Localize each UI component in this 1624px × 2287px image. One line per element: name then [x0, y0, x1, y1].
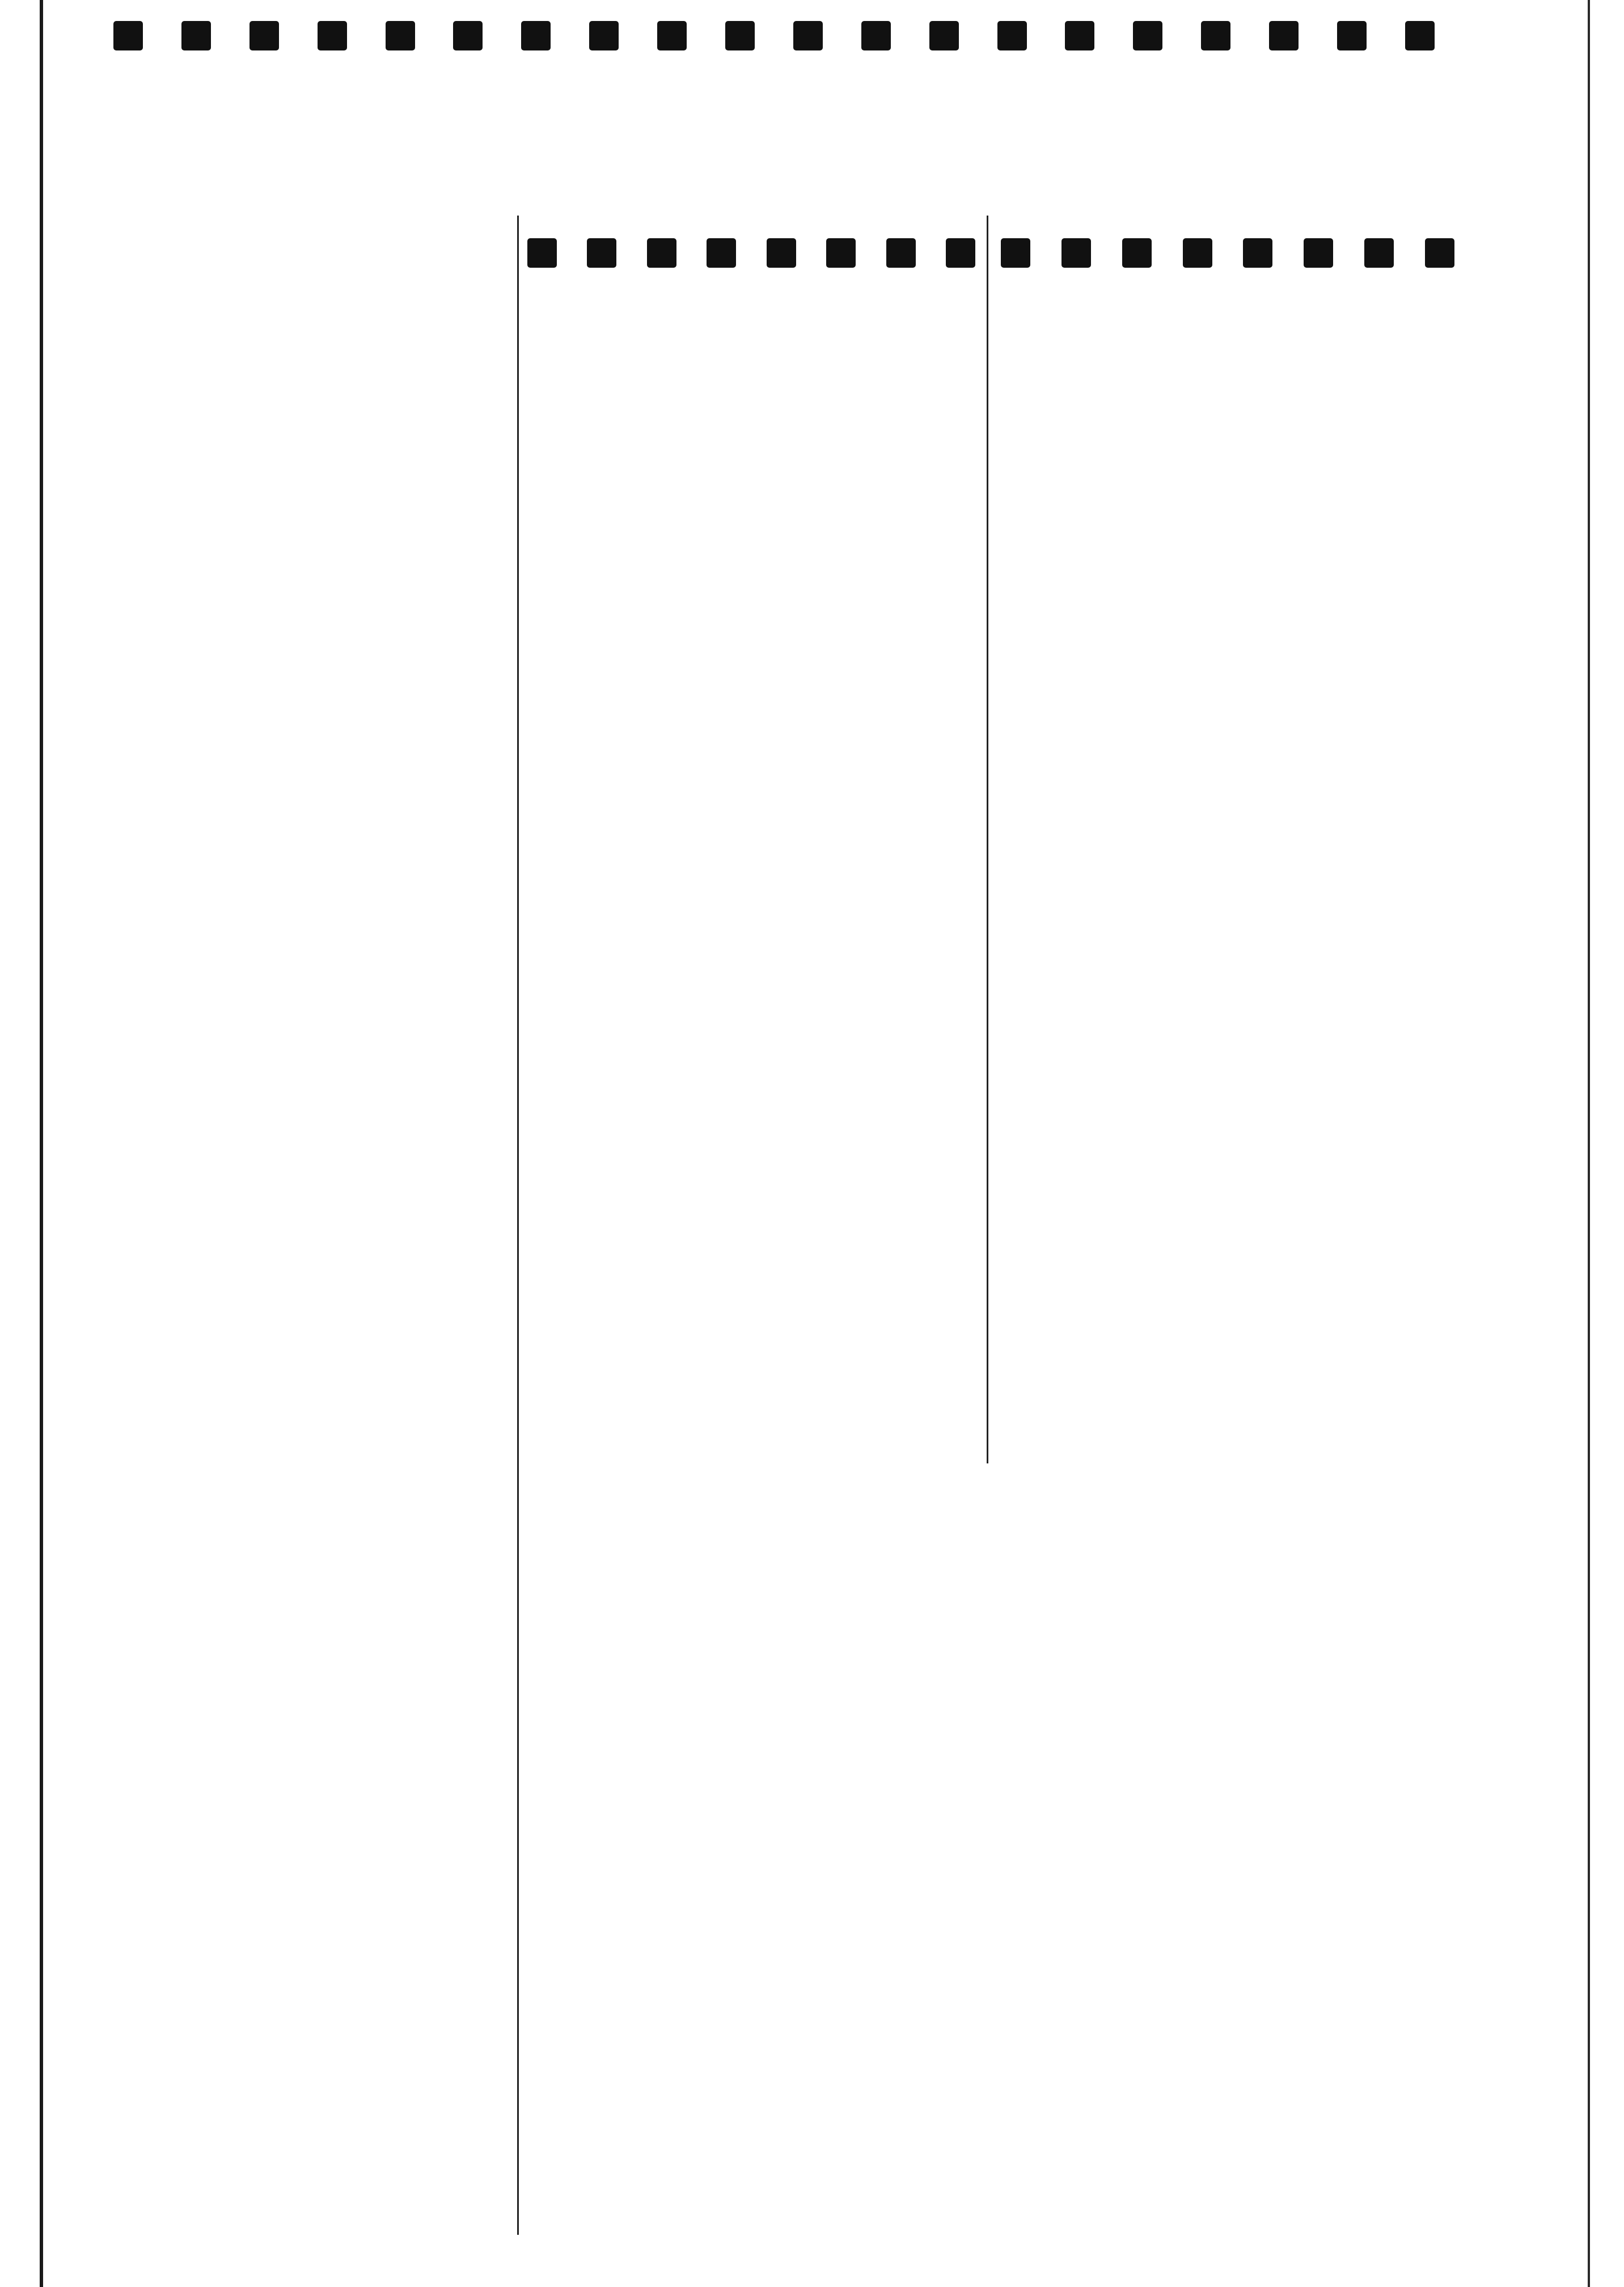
ornament-square — [1122, 238, 1152, 268]
ornament-square — [1183, 238, 1212, 268]
ornament-square — [1425, 238, 1454, 268]
ornamental-divider — [527, 238, 975, 268]
ornament-square — [587, 238, 616, 268]
ornamental-divider — [1001, 238, 1454, 268]
ornament-square — [113, 21, 143, 50]
ornament-square — [997, 21, 1027, 50]
ornament-square — [1304, 238, 1333, 268]
ornament-square — [929, 21, 959, 50]
ornament-square — [453, 21, 483, 50]
ornament-square — [1001, 238, 1030, 268]
ornament-square — [181, 21, 211, 50]
ornament-square — [1065, 21, 1094, 50]
text-column-1 — [79, 221, 510, 227]
ornament-square — [826, 238, 856, 268]
ornament-square — [886, 238, 916, 268]
ornament-square — [861, 21, 891, 50]
ornament-square — [647, 238, 676, 268]
ornament-square — [1337, 21, 1367, 50]
column-divider — [517, 216, 519, 2235]
ornamental-border-top — [113, 16, 1435, 56]
scan-edge-right — [1588, 0, 1590, 2287]
ornament-square — [767, 238, 796, 268]
ornament-square — [657, 21, 687, 50]
ornament-square — [249, 21, 279, 50]
ornament-square — [1364, 238, 1394, 268]
ornament-square — [1269, 21, 1299, 50]
article-headline — [62, 62, 1457, 231]
ornament-square — [521, 21, 551, 50]
text-column-3 — [1001, 221, 1454, 268]
ornament-square — [1243, 238, 1272, 268]
ornament-square — [707, 238, 736, 268]
text-column-2 — [527, 221, 975, 268]
scan-edge-left — [40, 0, 43, 2287]
ornament-square — [1061, 238, 1091, 268]
ornament-square — [318, 21, 347, 50]
ornament-square — [1405, 21, 1435, 50]
ornament-square — [793, 21, 823, 50]
ornament-square — [527, 238, 557, 268]
ornament-square — [589, 21, 619, 50]
ornament-square — [386, 21, 415, 50]
ornament-square — [1133, 21, 1162, 50]
ornament-square — [946, 238, 975, 268]
column-divider — [987, 216, 988, 1463]
ornament-square — [1201, 21, 1230, 50]
ornament-square — [725, 21, 755, 50]
